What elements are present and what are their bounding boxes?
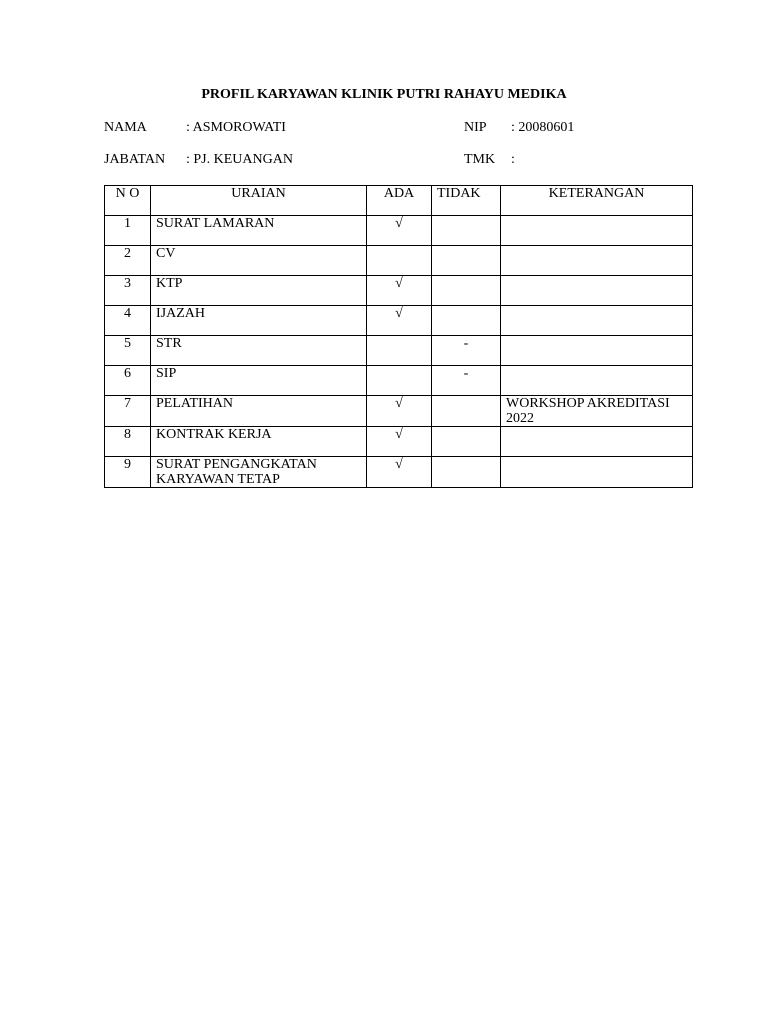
cell-keterangan [501,216,693,246]
cell-ada [367,246,432,276]
cell-ada: √ [367,306,432,336]
cell-uraian: IJAZAH [151,306,367,336]
cell-keterangan [501,276,693,306]
cell-ada: √ [367,276,432,306]
document-checklist-table [104,185,693,488]
header-tidak: TIDAK [432,186,501,216]
cell-uraian: SURAT PENGANGKATAN KARYAWAN TETAP [151,457,367,488]
table-row [105,427,693,457]
cell-uraian: KONTRAK KERJA [151,427,367,457]
cell-keterangan [501,336,693,366]
cell-keterangan [501,246,693,276]
cell-tidak [432,246,501,276]
tmk-value: : [511,152,515,167]
cell-tidak [432,276,501,306]
cell-ada [367,336,432,366]
cell-tidak [432,457,501,488]
cell-tidak [432,396,501,427]
nama-label: NAMA [104,120,147,135]
cell-uraian: STR [151,336,367,366]
nip-value: : 20080601 [511,120,575,135]
table-row [105,276,693,306]
cell-tidak [432,216,501,246]
cell-ada [367,366,432,396]
cell-keterangan [501,457,693,488]
nama-value: : ASMOROWATI [186,120,286,135]
cell-uraian: PELATIHAN [151,396,367,427]
table-row [105,396,693,427]
cell-no: 3 [105,276,151,306]
cell-uraian: KTP [151,276,367,306]
cell-ada: √ [367,216,432,246]
cell-keterangan [501,306,693,336]
cell-keterangan [501,427,693,457]
cell-keterangan [501,366,693,396]
table-row [105,366,693,396]
jabatan-value: : PJ. KEUANGAN [186,152,293,167]
table-row [105,246,693,276]
cell-tidak: - [432,336,501,366]
nip-label: NIP [464,120,487,135]
cell-no: 2 [105,246,151,276]
table-row [105,306,693,336]
cell-uraian: SIP [151,366,367,396]
cell-uraian: SURAT LAMARAN [151,216,367,246]
cell-tidak [432,427,501,457]
cell-no: 1 [105,216,151,246]
cell-no: 6 [105,366,151,396]
header-no: N O [105,186,151,216]
table-row [105,336,693,366]
header-ada: ADA [367,186,432,216]
table-header-row [105,186,693,216]
header-uraian: URAIAN [151,186,367,216]
cell-no: 8 [105,427,151,457]
cell-no: 9 [105,457,151,488]
cell-no: 5 [105,336,151,366]
cell-no: 7 [105,396,151,427]
cell-no: 4 [105,306,151,336]
cell-tidak [432,306,501,336]
cell-keterangan: WORKSHOP AKREDITASI 2022 [501,396,693,427]
header-keterangan: KETERANGAN [501,186,693,216]
cell-uraian: CV [151,246,367,276]
cell-ada: √ [367,457,432,488]
table-row [105,457,693,488]
table-row [105,216,693,246]
cell-ada: √ [367,427,432,457]
jabatan-label: JABATAN [104,152,166,167]
cell-ada: √ [367,396,432,427]
document-title: PROFIL KARYAWAN KLINIK PUTRI RAHAYU MEDIKA [201,87,567,102]
cell-tidak: - [432,366,501,396]
tmk-label: TMK [464,152,496,167]
